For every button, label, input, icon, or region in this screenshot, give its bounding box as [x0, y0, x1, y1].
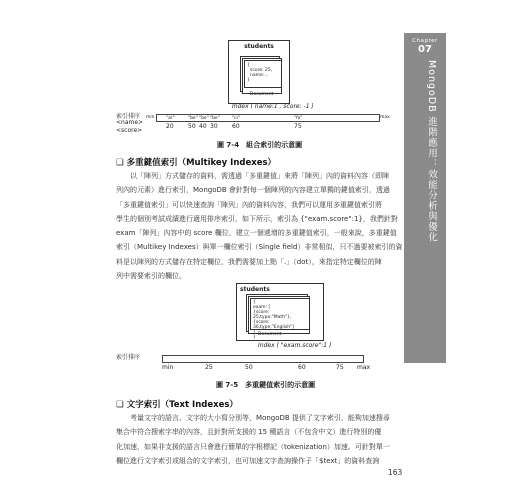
fig1-doc-line-2: score: 25, [250, 68, 273, 73]
chapter-number: 07 [418, 44, 432, 55]
section1-line-3: 「多重鍵值索引」可以快速查詢「陣列」內的資料內容，我們可以運用多重鍵值索引將 [116, 200, 382, 209]
fig1-name-tick-6: "fo" [294, 116, 303, 121]
fig1-collection-name: students [244, 43, 274, 50]
fig1-score-tick-1: 20 [166, 123, 174, 130]
section2-paragraph [116, 411, 406, 468]
fig1-caption: 圖 7-4 組合索引的示意圖 [217, 141, 303, 149]
fig1-name-tick-2: "be" [188, 116, 198, 121]
fig2-index-bar [162, 355, 364, 363]
section1-line-1: 以「陣列」方式儲存的資料，需透過「多重鍵值」來將「陣列」內的資料內容（即陣 [130, 172, 389, 180]
section2-bullet-icon: ❏ [116, 400, 124, 410]
fig2-tick-50: 50 [245, 364, 253, 371]
section1-paragraph [116, 169, 406, 283]
fig1-name-tick-4: "be" [210, 116, 220, 121]
fig1-name-tick-3: "be" [199, 116, 209, 121]
fig1-score-tick-4: 30 [210, 123, 218, 130]
fig2-row-label: 索引排序 [116, 354, 141, 361]
fig2-doc-label: Document [258, 332, 282, 337]
fig2-doc-line-6: } [253, 335, 256, 340]
fig1-max-label: max [380, 115, 390, 120]
fig1-score-tick-2: 50 [188, 123, 196, 130]
section1-heading-text: 多重鍵值索引（Multikey Indexes） [126, 158, 277, 168]
fig2-index-caption: Index ( "exam.score":1 ) [258, 342, 332, 349]
fig1-min-label: min [146, 115, 155, 120]
fig2-doc-line-3: {score: 25,type:"Math"}, [253, 310, 292, 320]
fig1-doc-line-3: name:... [250, 73, 269, 78]
chapter-title: MongoDB 進階應用：效能分析與優化 [426, 60, 437, 243]
fig2-tick-60: 60 [298, 364, 306, 371]
fig1-score-tick-3: 40 [199, 123, 207, 130]
section1-line-6: 索引（Multikey Indexes）與單一欄位索引（Single field）非常相似，只不過要被索引的資 [116, 243, 403, 252]
fig1-index-caption: Index ( name:1 , score: -1 ) [232, 103, 314, 110]
fig2-caption: 圖 7-5 多重鍵值索引的示意圖 [216, 381, 316, 389]
section1-line-2: 列內的元素）進行索引，MongoDB 會針對每一個陣列的內容建立單獨的鍵值索引，透過 [116, 186, 390, 195]
fig1-score-tick-6: 75 [294, 123, 302, 130]
fig1-document [244, 60, 282, 88]
fig1-doc-label: Document [250, 92, 274, 97]
fig2-doc-line-5: ] [253, 330, 255, 335]
section2-line-1: 考量文字的語言、文字的大小寫分別等，MongoDB 提供了文字索引，能夠加速搜尋 [130, 414, 390, 422]
section1-line-4: 學生的個別考試成績進行適用排序索引，如下所示，索引為 {"exam.score":1}，我們針對 [116, 214, 398, 223]
section2-line-3: 化加速，如果非支援的語言只會進行簡單的字根標記（tokenization）加速。可針對單一 [116, 442, 390, 451]
section1-line-5: exam「陣列」內容中的 score 欄位，建立一個遞增的多重鍵值索引，一般來說，多重鍵值 [116, 229, 397, 238]
section1-line-8: 列中需要索引的欄位。 [116, 272, 186, 281]
section2-line-4: 欄位進行文字索引或組合的文字索引，也可加速文字查詢操作子「$text」的資料查詢 [116, 456, 380, 465]
fig1-score-tick-5: 60 [232, 123, 240, 130]
fig1-doc-line-1: { [247, 63, 250, 68]
fig1-row-label-name: <name> [116, 119, 144, 126]
section2-line-2: 集合中符合搜索字串的內容，且針對所支援的 15 種語言（不包含中文）進行特別的優 [116, 428, 382, 437]
fig1-row-label-sort: 索引排序 [116, 113, 141, 120]
fig1-row-label-score: <score> [116, 127, 143, 134]
fig2-collection-name: students [240, 286, 270, 293]
fig1-name-tick-1: "ar" [166, 116, 175, 121]
fig2-tick-25: 25 [205, 364, 213, 371]
fig2-doc-line-2: exam: [ [253, 305, 271, 310]
page-number: 163 [388, 468, 403, 477]
fig2-doc-line-4: {score: 36,type:"English"} [253, 320, 295, 330]
section2-heading [116, 398, 238, 410]
fig2-tick-75: 75 [336, 364, 344, 371]
chapter-label: Chapter [412, 38, 438, 44]
fig2-doc-line-1: { [253, 300, 256, 305]
section2-heading-text: 文字索引（Text Indexes） [126, 400, 238, 410]
section1-bullet-icon: ❏ [116, 158, 124, 168]
fig2-tick-max: max [357, 364, 371, 371]
section1-heading [116, 156, 276, 168]
fig1-doc-line-4: } [247, 78, 250, 83]
section1-line-7: 料是以陣列的方式儲存在特定欄位，我們需要加上點「.」（dot），來指定特定欄位的陣 [116, 257, 382, 266]
fig2-tick-min: min [162, 364, 174, 371]
fig1-name-tick-5: "ci" [232, 116, 240, 121]
